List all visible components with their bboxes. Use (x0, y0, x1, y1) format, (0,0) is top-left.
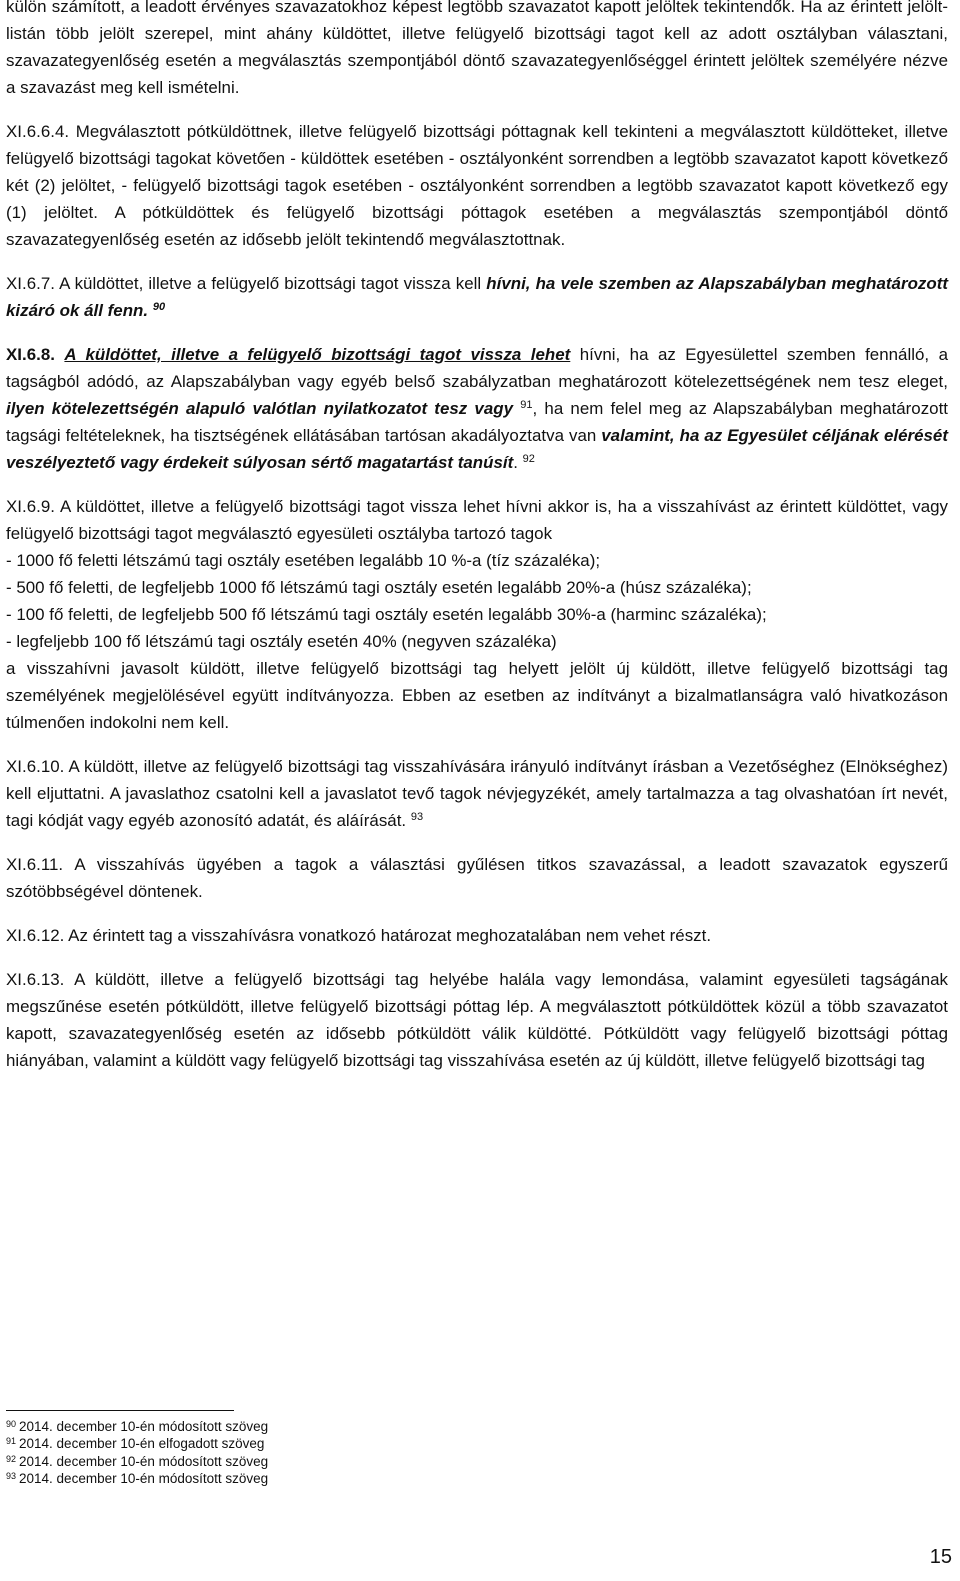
emphasized-text: ilyen kötelezettségén alapuló valótlan nyilatkozatot tesz vagy (6, 399, 514, 418)
emphasized-text: valamint, ha az Egyesület céljának elérését veszélyeztető vagy érdekeit súlyosan sértő magatartást tanúsít (6, 426, 948, 472)
paragraph-xi-6-9 (6, 493, 948, 736)
page-number: 15 (929, 1546, 952, 1568)
paragraph-text: , ha nem felel meg az Alapszabályban meghatározott tagsági feltételeknek, ha tisztségének ellátásában tartósan akadályoztatva van (6, 399, 949, 445)
footnote-reference: 93 (410, 811, 424, 823)
footnote-number: 93 (6, 1470, 17, 1481)
footnote-text: 2014. december 10-én módosított szöveg (19, 1470, 269, 1486)
footnote-text: 2014. december 10-én elfogadott szöveg (19, 1436, 265, 1452)
document-body (6, 0, 948, 1091)
footnote-reference: 91 (520, 399, 533, 411)
footnote-text: 2014. december 10-én módosított szöveg (19, 1453, 269, 1469)
paragraph-text: XI.6.7. A küldöttet, illetve a felügyelő bizottsági tagot vissza kell (6, 274, 487, 293)
paragraph-intro: XI.6.9. A küldöttet, illetve a felügyelő bizottsági tagot vissza lehet hívni akkor is, ha a visszahívást az érintett küldöttet, vagy felügyelő bizottsági tagot megválasztó egyesületi osztályba tartozó tagok (6, 497, 948, 543)
list-item: - 1000 fő feletti létszámú tagi osztály esetében legalább 10 %-a (tíz százaléka); (6, 551, 601, 570)
paragraph-xi-6-10 (6, 753, 948, 834)
paragraph-outro: a visszahívni javasolt küldött, illetve felügyelő bizottsági tag helyett jelölt új küldött, illetve felügyelő bizottsági tag személyének megjelölésével együtt indítványozza. Ebben az esetben az indítványt a bizalmatlanságra való hivatkozáson túlmenően indokolni nem kell. (6, 659, 948, 732)
footnote (6, 1453, 706, 1470)
paragraph-text: hívni, ha az Egyesülettel szemben fennálló, a tagságból adódó, az Alapszabályban vagy egyéb belső szabályzatban meghatározott kötelezettségének nem tesz eleget, (6, 345, 948, 391)
paragraph-xi-6-6-4: XI.6.6.4. Megválasztott pótküldöttnek, illetve felügyelő bizottsági póttagnak kell tekinteni a megválasztott küldötteket, illetve felügyelő bizottsági tagokat követően - küldöttek esetében - osztályonként sorrendben a legtöbb szavazatot kapott következő két (2) jelöltet, - felügyelő bizottsági tagok esetében - osztályonként sorrendben a legtöbb szavazatot kapott következő egy (1) jelöltet. A pótküldöttek és felügyelő bizottsági póttagok esetében a megválasztás szempontjából döntő szavazategyenlőség esetén az idősebb jelölt tekintendő megválasztottnak. (6, 122, 948, 249)
paragraph-text: . (513, 453, 518, 472)
emphasized-lead: A küldöttet, illetve a felügyelő bizottsági tagot vissza lehet (64, 345, 571, 364)
list-item: - legfeljebb 100 fő létszámú tagi osztály esetén 40% (negyven százaléka) (6, 632, 557, 651)
footnote (6, 1418, 706, 1435)
emphasized-text: hívni, ha vele szemben az Alapszabályban meghatározott kizáró ok áll fenn. (6, 274, 948, 320)
paragraph-xi-6-13: XI.6.13. A küldött, illetve a felügyelő bizottsági tag helyébe halála vagy lemondása, valamint egyesületi tagságának megszűnése esetén pótküldött, illetve felügyelő bizottsági póttag lép. A megválasztott pótküldöttek közül a több szavazatot kapott, szavazategyenlőség esetén az idősebb pótküldött válik küldötté. Pótküldött vagy felügyelő bizottsági póttag hiányában, valamint a küldött vagy felügyelő bizottsági tag visszahívása esetén az új küldött, illetve felügyelő bizottsági tag (6, 970, 948, 1070)
footnote-text: 2014. december 10-én módosított szöveg (19, 1419, 269, 1434)
list-item: - 100 fő feletti, de legfeljebb 500 fő létszámú tagi osztály esetén legalább 30%-a (harminc százaléka); (6, 605, 767, 624)
footnote-reference: 92 (522, 453, 535, 465)
footnote (6, 1470, 706, 1487)
footnote-number: 91 (6, 1436, 17, 1447)
footnote-number: 90 (6, 1419, 17, 1429)
list-item: - 500 fő feletti, de legfeljebb 1000 fő létszámú tagi osztály esetén legalább 20%-a (húsz százaléka); (6, 578, 752, 597)
paragraph-xi-6-8 (6, 341, 948, 476)
paragraph-xi-6-12: XI.6.12. Az érintett tag a visszahívásra vonatkozó határozat meghozatalában nem vehet részt. (6, 926, 712, 945)
paragraph-xi-6-11: XI.6.11. A visszahívás ügyében a tagok a választási gyűlésen titkos szavazással, a leadott szavazatok egyszerű szótöbbségével döntenek. (6, 855, 948, 901)
paragraph-xi-6-6-3-continuation: külön számított, a leadott érvényes szavazatokhoz képest legtöbb szavazatot kapott jelöltek tekintendők. Ha az érintett jelölt-listán több jelölt szerepel, mint ahány küldöttet, illetve felügyelő bizottsági tagot kell az adott osztályban választani, szavazategyenlőség esetén a megválasztás szempontjából döntő szavazategyenlőséggel érintett jelöltek személyére nézve a szavazást meg kell ismételni. (6, 0, 948, 97)
footnotes-section (6, 1410, 706, 1487)
footnote-separator (6, 1410, 234, 1411)
footnote-reference: 90 (152, 301, 166, 313)
paragraph-text: XI.6.10. A küldött, illetve az felügyelő bizottsági tag visszahívására irányuló indítványt írásban a Vezetőséghez (Elnökséghez) kell eljuttatni. A javaslathoz csatolni kell a javaslatot tevő tagok névjegyzékét, amely tartalmazza a tag olvashatóan írt nevét, tagi kódját vagy egyéb azonosító adatát, és aláírását. (6, 757, 948, 830)
footnote-number: 92 (6, 1453, 17, 1464)
section-number: XI.6.8. (6, 345, 55, 364)
paragraph-xi-6-7 (6, 270, 948, 324)
footnote (6, 1435, 706, 1452)
